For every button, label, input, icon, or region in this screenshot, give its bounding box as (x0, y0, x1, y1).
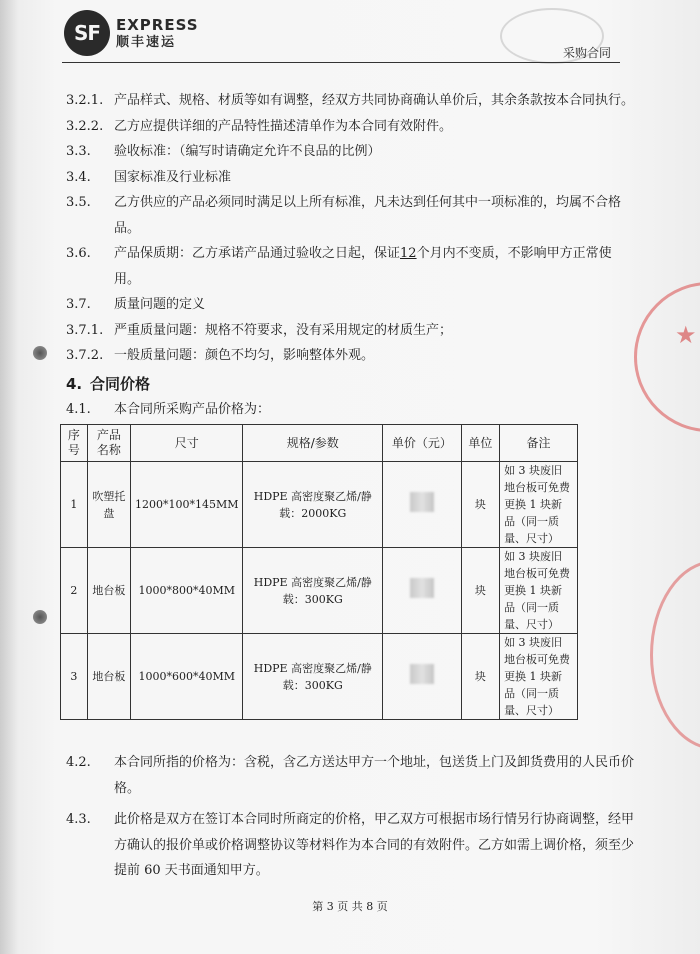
clause-4-2: 4.2. 本合同所指的价格为：含税，含乙方送达甲方一个地址，包送货上门及卸货费用的人民币价格。 (66, 755, 635, 796)
page-shadow (0, 0, 18, 954)
unit: 块 (461, 634, 499, 720)
col-header: 单位 (461, 425, 499, 462)
product-size: 1000*800*40MM (130, 548, 243, 634)
clause-3-7-1: 3.7.1. 严重质量问题：规格不符要求，没有采用规定的材质生产； (66, 322, 453, 338)
table-header-row (61, 425, 578, 462)
binding-hole (33, 346, 47, 360)
header-divider (62, 62, 620, 63)
clause-3-2-1: 3.2.1. 产品样式、规格、材质等如有调整，经双方共同协商确认单价后，其余条款按本合同执行。 (66, 93, 635, 108)
col-header: 序号 (61, 425, 88, 462)
col-header: 规格/参数 (243, 425, 383, 462)
clause-3-7-2: 3.7.2. 一般质量问题：颜色不均匀，影响整体外观。 (66, 348, 375, 363)
clause-3-4: 3.4. 国家标准及行业标准 (66, 169, 232, 185)
clause-3-7: 3.7. 质量问题的定义 (66, 297, 206, 312)
product-spec: HDPE 高密度聚乙烯/静载：300KG (243, 548, 383, 634)
row-number: 1 (61, 462, 88, 548)
remark: 如 3 块废旧地台板可免费更换 1 块新品（同一质量、尺寸） (500, 462, 578, 548)
row-number: 3 (61, 634, 88, 720)
company-seal-bottom (650, 560, 700, 750)
logo-chinese: 顺丰速运 (116, 34, 177, 50)
row-number: 2 (61, 548, 88, 634)
remark: 如 3 块废旧地台板可免费更换 1 块新品（同一质量、尺寸） (500, 634, 578, 720)
company-seal-top: ★ (634, 282, 700, 432)
product-name: 吹塑托盘 (87, 462, 130, 548)
document-title: 采购合同 (563, 46, 612, 60)
unit: 块 (461, 548, 499, 634)
col-header: 产品名称 (87, 425, 130, 462)
sf-logo-mark: SF (64, 10, 110, 56)
logo-english: EXPRESS (116, 15, 199, 34)
price-table (60, 424, 578, 720)
warranty-months: 12 (400, 246, 417, 261)
product-size: 1000*600*40MM (130, 634, 243, 720)
product-size: 1200*100*145MM (130, 462, 243, 548)
product-spec: HDPE 高密度聚乙烯/静载：300KG (243, 634, 383, 720)
product-name: 地台板 (87, 634, 130, 720)
clause-3-5: 3.5. 乙方供应的产品必须同时满足以上所有标准，凡未达到任何其中一项标准的，均属不合格品。 (66, 195, 622, 236)
unit-price-redacted (383, 462, 462, 548)
table-row (61, 548, 578, 634)
col-header: 单价（元） (383, 425, 462, 462)
clause-4-1: 4.1. 本合同所采购产品价格为： (66, 401, 271, 417)
section-4-heading: 4. 合同价格 (66, 374, 151, 393)
clause-3-6: 3.6. 产品保质期：乙方承诺产品通过验收之日起，保证12个月内不变质，不影响甲方正常使用。 (66, 246, 612, 287)
unit-price-redacted (383, 634, 462, 720)
table-row (61, 462, 578, 548)
sf-express-logo (64, 10, 199, 56)
page-number: 第 3 页 共 8 页 (312, 900, 388, 913)
product-spec: HDPE 高密度聚乙烯/静载：2000KG (243, 462, 383, 548)
product-name: 地台板 (87, 548, 130, 634)
col-header: 尺寸 (130, 425, 243, 462)
col-header: 备注 (500, 425, 578, 462)
table-row (61, 634, 578, 720)
unit: 块 (461, 462, 499, 548)
unit-price-redacted (383, 548, 462, 634)
contract-body (66, 88, 636, 884)
clause-3-2-2: 3.2.2. 乙方应提供详细的产品特性描述清单作为本合同有效附件。 (66, 118, 453, 134)
binding-hole (33, 610, 47, 624)
remark: 如 3 块废旧地台板可免费更换 1 块新品（同一质量、尺寸） (500, 548, 578, 634)
clause-4-3: 4.3. 此价格是双方在签订本合同时所商定的价格，甲乙双方可根据市场行情另行协商调整，经甲方确认的报价单或价格调整协议等材料作为本合同的有效附件。乙方如需上调价格，须至少提前 60 天书面通知甲方。 (66, 812, 635, 878)
clause-3-3: 3.3. 验收标准：（编写时请确定允许不良品的比例） (66, 144, 381, 159)
